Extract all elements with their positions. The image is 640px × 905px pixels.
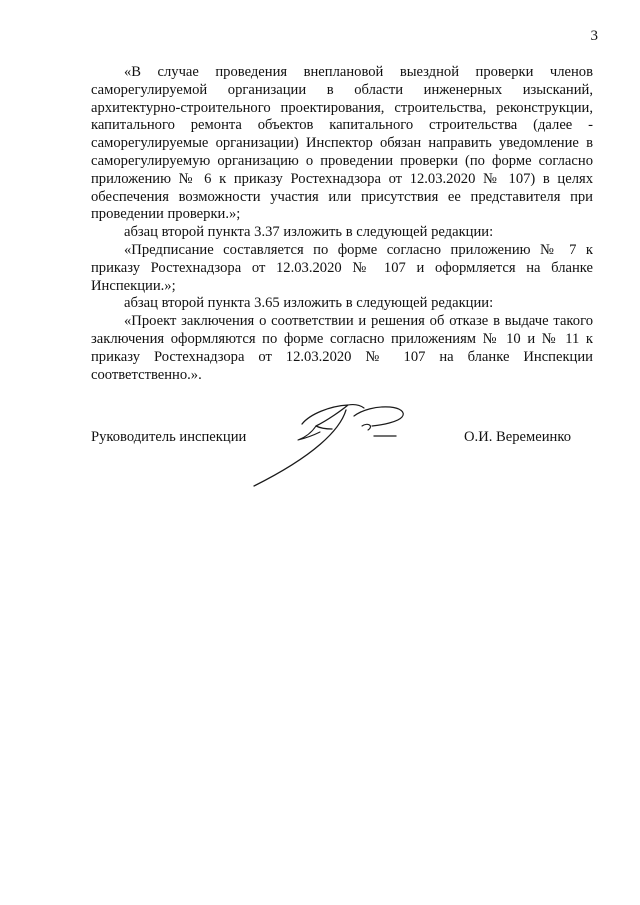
document-body <box>91 64 593 384</box>
signatory-name: О.И. Веремеинко <box>464 429 571 445</box>
paragraph-order-text: «Предписание составляется по форме согласно приложению № 7 к приказу Ростехнадзора от 12.03.2020 № 107 и оформляется на бланке Инспекции.»; <box>91 241 593 294</box>
paragraph-inspection-notice: «В случае проведения внеплановой выездной проверки членов саморегулируемой организации в области инженерных изысканий, архитектурно-строительного проектирования, строительства, реконструкции, капитального ремонта объектов капитального строительства (далее - саморегулируемые организации) Инспектор обязан направить уведомление в саморегулируемую организацию о проведении проверки (по форме согласно приложению № 6 к приказу Ростехнадзора от 12.03.2020 № 107) в целях обеспечения возможности участия или присутствия ее представителя при проведении проверки.»; <box>91 64 593 223</box>
paragraph-amend-3-37: абзац второй пункта 3.37 изложить в следующей редакции: <box>124 224 494 241</box>
paragraph-conclusion-text: «Проект заключения о соответствии и решения об отказе в выдаче такого заключения оформляются по форме согласно приложениям № 10 и № 11 к приказу Ростехнадзора от 12.03.2020 № 107 на бланке Инспекции соответственно.». <box>91 313 593 383</box>
page-number: 3 <box>590 28 598 44</box>
paragraph-amend-3-65: абзац второй пункта 3.65 изложить в следующей редакции: <box>124 295 494 312</box>
signatory-title: Руководитель инспекции <box>91 429 247 445</box>
handwritten-signature <box>250 396 420 496</box>
